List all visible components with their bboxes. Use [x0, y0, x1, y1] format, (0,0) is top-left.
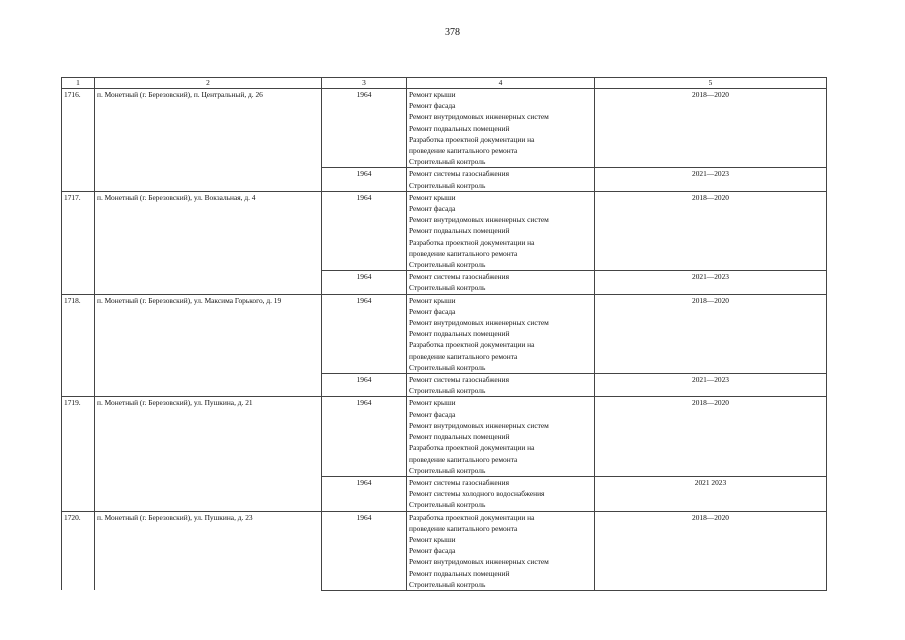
row-number: 1718.	[62, 294, 95, 397]
address-cell: п. Монетный (г. Березовский), ул. Вокзальная, д. 4	[95, 191, 322, 294]
work-item: Ремонт фасада	[409, 204, 456, 214]
work-item: Строительный контроль	[409, 362, 486, 372]
address-cell: п. Монетный (г. Березовский), ул. Пушкина, д. 23	[95, 511, 322, 590]
work-item: Строительный контроль	[409, 157, 486, 167]
row-number: 1717.	[62, 191, 95, 294]
period-cell: 2018—2020	[595, 511, 827, 590]
row-number: 1720.	[62, 511, 95, 590]
work-item: проведение капитального ремонта	[409, 523, 518, 533]
work-item: Разработка проектной документации на	[409, 443, 535, 453]
work-item: Ремонт внутридомовых инженерных систем	[409, 215, 549, 225]
work-item: Ремонт системы газоснабжения	[409, 169, 509, 179]
period-cell: 2021—2023	[595, 374, 827, 397]
work-item: Ремонт внутридомовых инженерных систем	[409, 420, 549, 430]
work-item: Разработка проектной документации на	[409, 134, 535, 144]
work-item: Ремонт подвальных помещений	[409, 568, 510, 578]
work-item: Ремонт системы холодного водоснабжения	[409, 489, 545, 499]
work-item: Ремонт внутридомовых инженерных систем	[409, 112, 549, 122]
year-cell: 1964	[322, 476, 407, 511]
year-cell: 1964	[322, 89, 407, 168]
table-row	[62, 191, 827, 270]
table-header-row	[62, 78, 827, 89]
address-cell: п. Монетный (г. Березовский), ул. Пушкина, д. 21	[95, 397, 322, 511]
year-cell: 1964	[322, 294, 407, 373]
work-item: Ремонт крыши	[409, 90, 456, 99]
work-item: проведение капитального ремонта	[409, 248, 518, 258]
work-item: проведение капитального ремонта	[409, 146, 518, 156]
row-number: 1719.	[62, 397, 95, 511]
year-cell: 1964	[322, 397, 407, 476]
work-item: Строительный контроль	[409, 260, 486, 270]
work-item: Ремонт крыши	[409, 295, 456, 305]
work-item: Ремонт подвальных помещений	[409, 432, 510, 442]
period-cell: 2021—2023	[595, 271, 827, 294]
work-item: Ремонт фасада	[409, 306, 456, 316]
work-item: Ремонт фасада	[409, 101, 456, 111]
works-cell	[407, 397, 595, 476]
works-cell	[407, 476, 595, 511]
work-item: Разработка проектной документации на	[409, 340, 535, 350]
address-cell: п. Монетный (г. Березовский), п. Центральный, д. 26	[95, 89, 322, 192]
work-item: Ремонт системы газоснабжения	[409, 477, 509, 487]
work-item: Ремонт системы газоснабжения	[409, 272, 509, 282]
work-item: проведение капитального ремонта	[409, 454, 518, 464]
row-number: 1716.	[62, 89, 95, 192]
period-cell: 2021—2023	[595, 168, 827, 191]
column-header: 1	[62, 78, 95, 89]
work-item: Ремонт внутридомовых инженерных систем	[409, 557, 549, 567]
work-item: Ремонт подвальных помещений	[409, 329, 510, 339]
work-item: Ремонт крыши	[409, 534, 456, 544]
work-item: Строительный контроль	[409, 579, 486, 589]
work-item: Строительный контроль	[409, 386, 486, 396]
period-cell: 2021 2023	[595, 476, 827, 511]
year-cell: 1964	[322, 374, 407, 397]
work-item: Строительный контроль	[409, 180, 486, 190]
column-header: 3	[322, 78, 407, 89]
works-cell	[407, 168, 595, 191]
table-row	[62, 397, 827, 476]
work-item: Ремонт фасада	[409, 546, 456, 556]
table-row	[62, 294, 827, 373]
work-item: Ремонт подвальных помещений	[409, 226, 510, 236]
table-row	[62, 89, 827, 168]
work-item: Строительный контроль	[409, 283, 486, 293]
repair-schedule-table	[61, 77, 827, 591]
work-item: проведение капитального ремонта	[409, 351, 518, 361]
table-row	[62, 511, 827, 590]
column-header: 2	[95, 78, 322, 89]
page-number: 378	[445, 27, 460, 38]
year-cell: 1964	[322, 191, 407, 270]
work-item: Ремонт подвальных помещений	[409, 123, 510, 133]
works-cell	[407, 374, 595, 397]
work-item: Разработка проектной документации на	[409, 512, 535, 522]
work-item: Ремонт системы газоснабжения	[409, 375, 509, 385]
works-cell	[407, 294, 595, 373]
work-item: Строительный контроль	[409, 465, 486, 475]
column-header: 4	[407, 78, 595, 89]
period-cell: 2018—2020	[595, 191, 827, 270]
works-cell	[407, 191, 595, 270]
work-item: Ремонт крыши	[409, 398, 456, 408]
column-header: 5	[595, 78, 827, 89]
year-cell: 1964	[322, 511, 407, 590]
works-cell	[407, 511, 595, 590]
year-cell: 1964	[322, 168, 407, 191]
work-item: Ремонт внутридомовых инженерных систем	[409, 318, 549, 328]
address-cell: п. Монетный (г. Березовский), ул. Максима Горького, д. 19	[95, 294, 322, 397]
year-cell: 1964	[322, 271, 407, 294]
period-cell: 2018—2020	[595, 397, 827, 476]
period-cell: 2018—2020	[595, 294, 827, 373]
work-item: Строительный контроль	[409, 500, 486, 510]
work-item: Ремонт фасада	[409, 409, 456, 419]
period-cell: 2018—2020	[595, 89, 827, 168]
work-item: Разработка проектной документации на	[409, 237, 535, 247]
work-item: Ремонт крыши	[409, 192, 456, 202]
works-cell	[407, 271, 595, 294]
works-cell	[407, 89, 595, 168]
